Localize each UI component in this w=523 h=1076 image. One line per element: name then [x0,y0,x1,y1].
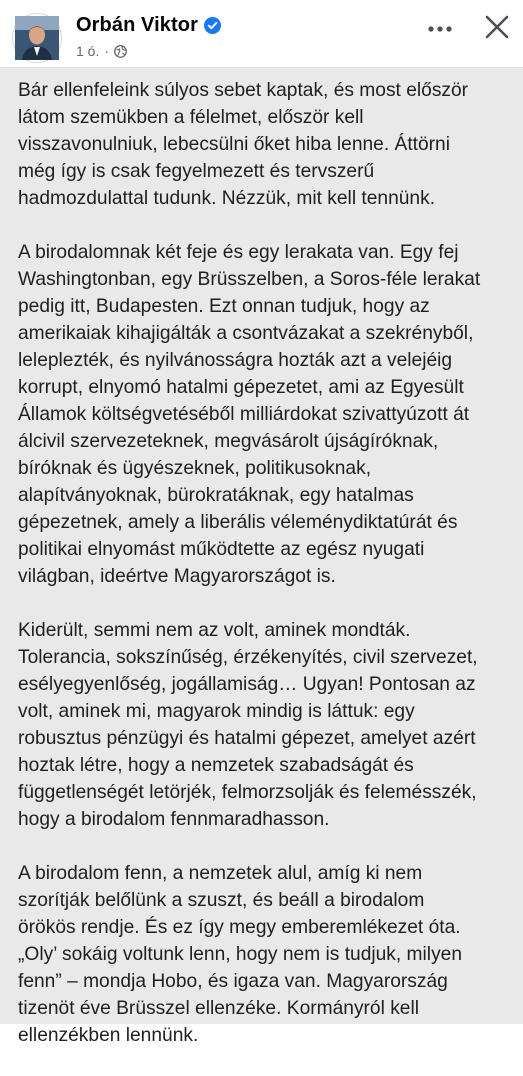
post-meta [76,43,127,59]
more-options-button[interactable] [420,12,460,46]
verified-badge-icon [204,17,221,34]
close-icon [485,15,509,44]
meta-separator: · [104,43,110,59]
globe-icon [114,45,127,58]
close-button[interactable] [478,10,516,48]
author-name[interactable]: Orbán Viktor [76,14,198,36]
post-header [0,0,523,68]
more-dots-icon [427,20,453,38]
post-text [18,77,514,1076]
post-paragraph-2: A birodalomnak két feje és egy lerakata van. Egy fej Washingtonban, egy Brüsszelben, a Soros-féle lerakat pedig itt, Budapesten. Ezt onnan tudjuk, hogy az amerikaiak kihajigálták a csontvázakat a szekrényből, leleplezték, és nyilvánosságra hozták azt a velejéig korrupt, elnyomó hatalmi gépezetet, ami az Egyesült Államok költségvetéséből milliárdokat szivattyúzott át álcivil szervezeteknek, megvásárolt újságíróknak, bíróknak és ügyészeknek, politikusoknak, alapítványoknak, bürokratáknak, egy hatalmas gépezetnek, amely a liberális véleménydiktatúrát és politikai elnyomást működtette az egész nyugati világban, ideértve Magyarországot is. [18,242,481,587]
post-body [0,68,523,1046]
post-timestamp[interactable]: 1 ó. [76,43,100,59]
post-paragraph-1: Bár ellenfeleink súlyos sebet kaptak, és most először látom szemükben a félelmet, először kell visszavonulniuk, lebecsülni őket hiba lenne. Áttörni még így is csak fegyelmezett és tervszerű hadmozdulattal tudunk. Nézzük, mit kell tennünk. [18,80,469,209]
author-line [76,14,221,37]
post-paragraph-4: A birodalom fenn, a nemzetek alul, amíg ki nem szorítják belőlünk a szuszt, és beáll a birodalom örökös rendje. És ez így megy emberemlékezet óta. „Oly’ sokáig voltunk lenn, hogy nem is tudjuk, milyen fenn” – mondja Hobo, és igaza van. Magyarország tizenöt éve Brüsszel ellenzéke. Kormányról kell ellenzékben lennünk. [18,863,463,1046]
post-paragraph-3: Kiderült, semmi nem az volt, aminek mondták. Tolerancia, sokszínűség, érzékenyítés, civil szervezet, esélyegyenlőség, jogállamiság… Ugyan! Pontosan az volt, aminek mi, magyarok mindig is láttuk: egy robusztus pénzügyi és hatalmi gépezet, amelyet azért hoztak létre, hogy a nemzetek szabadságát és függetlenségét letörjék, felmorzsolják és felemésszék, hogy a birodalom fennmaradhasson. [18,620,478,830]
author-avatar[interactable] [13,14,61,62]
